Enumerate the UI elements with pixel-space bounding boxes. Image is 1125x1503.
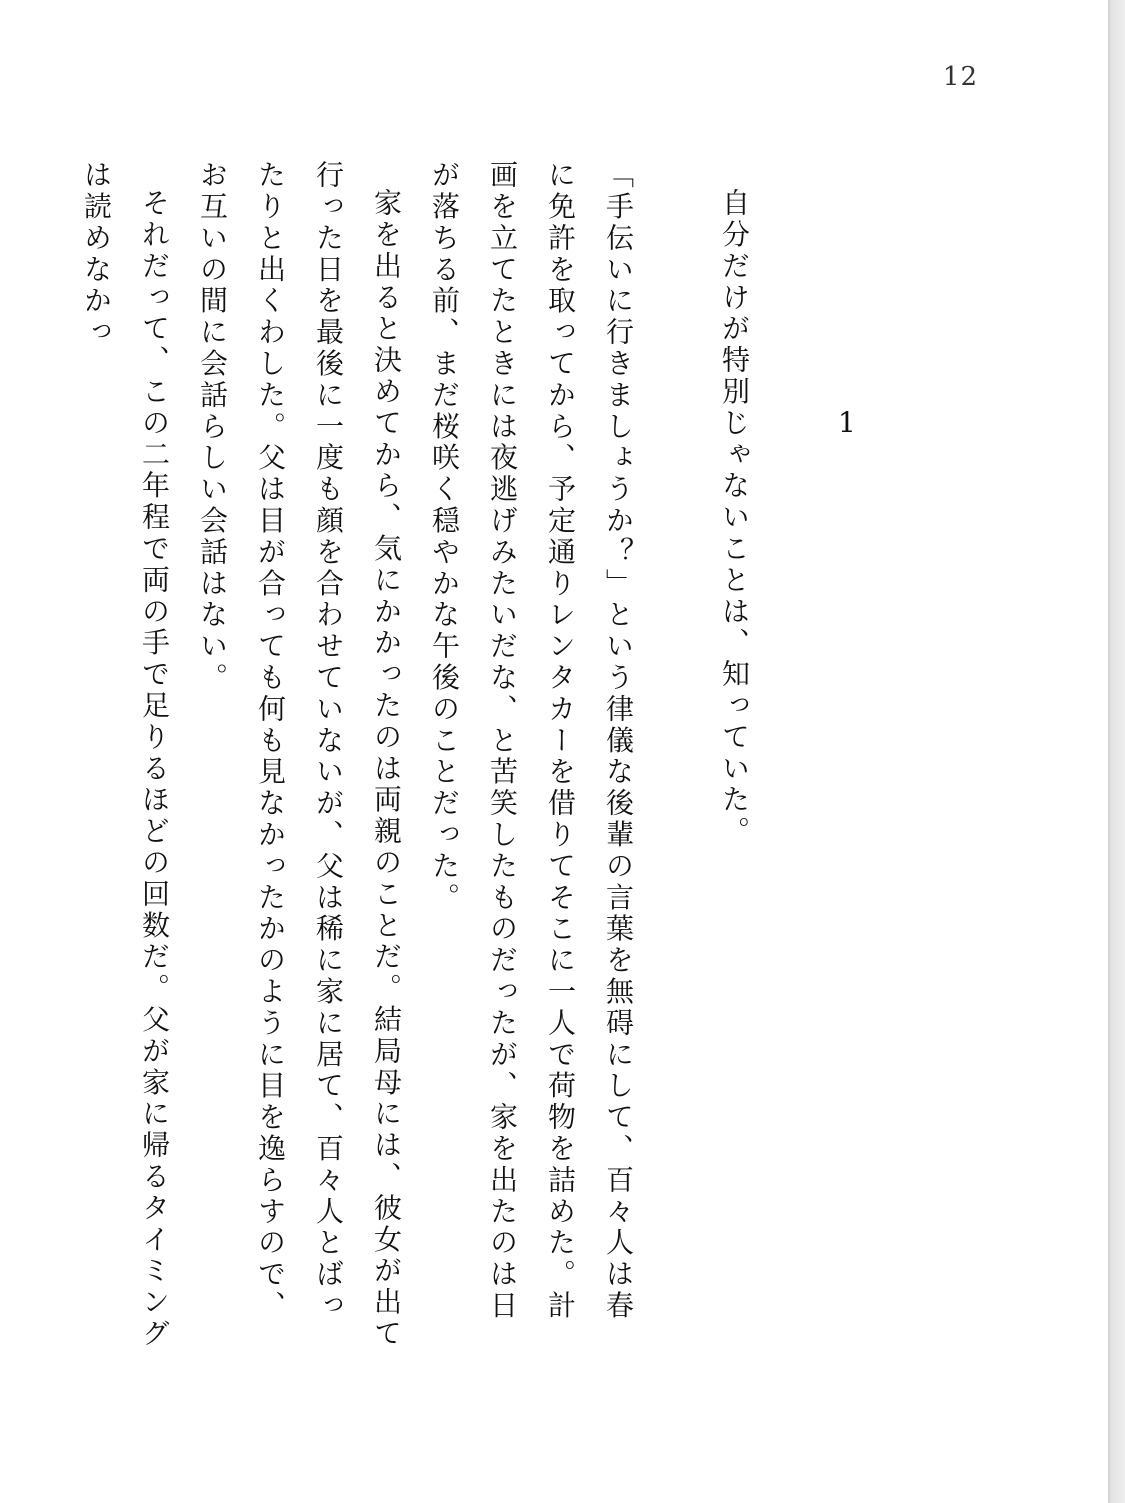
page-edge-shadow [1108, 0, 1125, 1503]
page-number: 12 [942, 62, 978, 92]
vertical-text-body [67, 160, 763, 1350]
paragraph-1: 自分だけが特別じゃないことは、知っていた。 [718, 188, 751, 848]
paragraph-4: それだって、この二年程で両の手で足りるほどの回数だ。父が家に帰るタイミングは読めなかっ [80, 160, 171, 1350]
chapter-number: 1 [838, 406, 856, 439]
paragraph-2: 「手伝いに行きましょうか？」という律儀な後輩の言葉を無碍にして、百々人は春に免許を取ってから、予定通りレンタカーを借りてそこに一人で荷物を詰めた。計画を立てたときには夜逃げみたいだな、と苦笑したものだったが、家を出たのは日が落ちる前、まだ桜咲く穏やかな午後のことだった。 [428, 160, 635, 1322]
paragraph-3: 家を出ると決めてから、気にかかったのは両親のことだ。結局母には、彼女が出て行った日を最後に一度も顔を合わせていないが、父は稀に家に居て、百々人とばったりと出くわした。父は目が合っても何も見なかったかのように目を逸らすので、お互いの間に会話らしい会話はない。 [196, 160, 403, 1350]
